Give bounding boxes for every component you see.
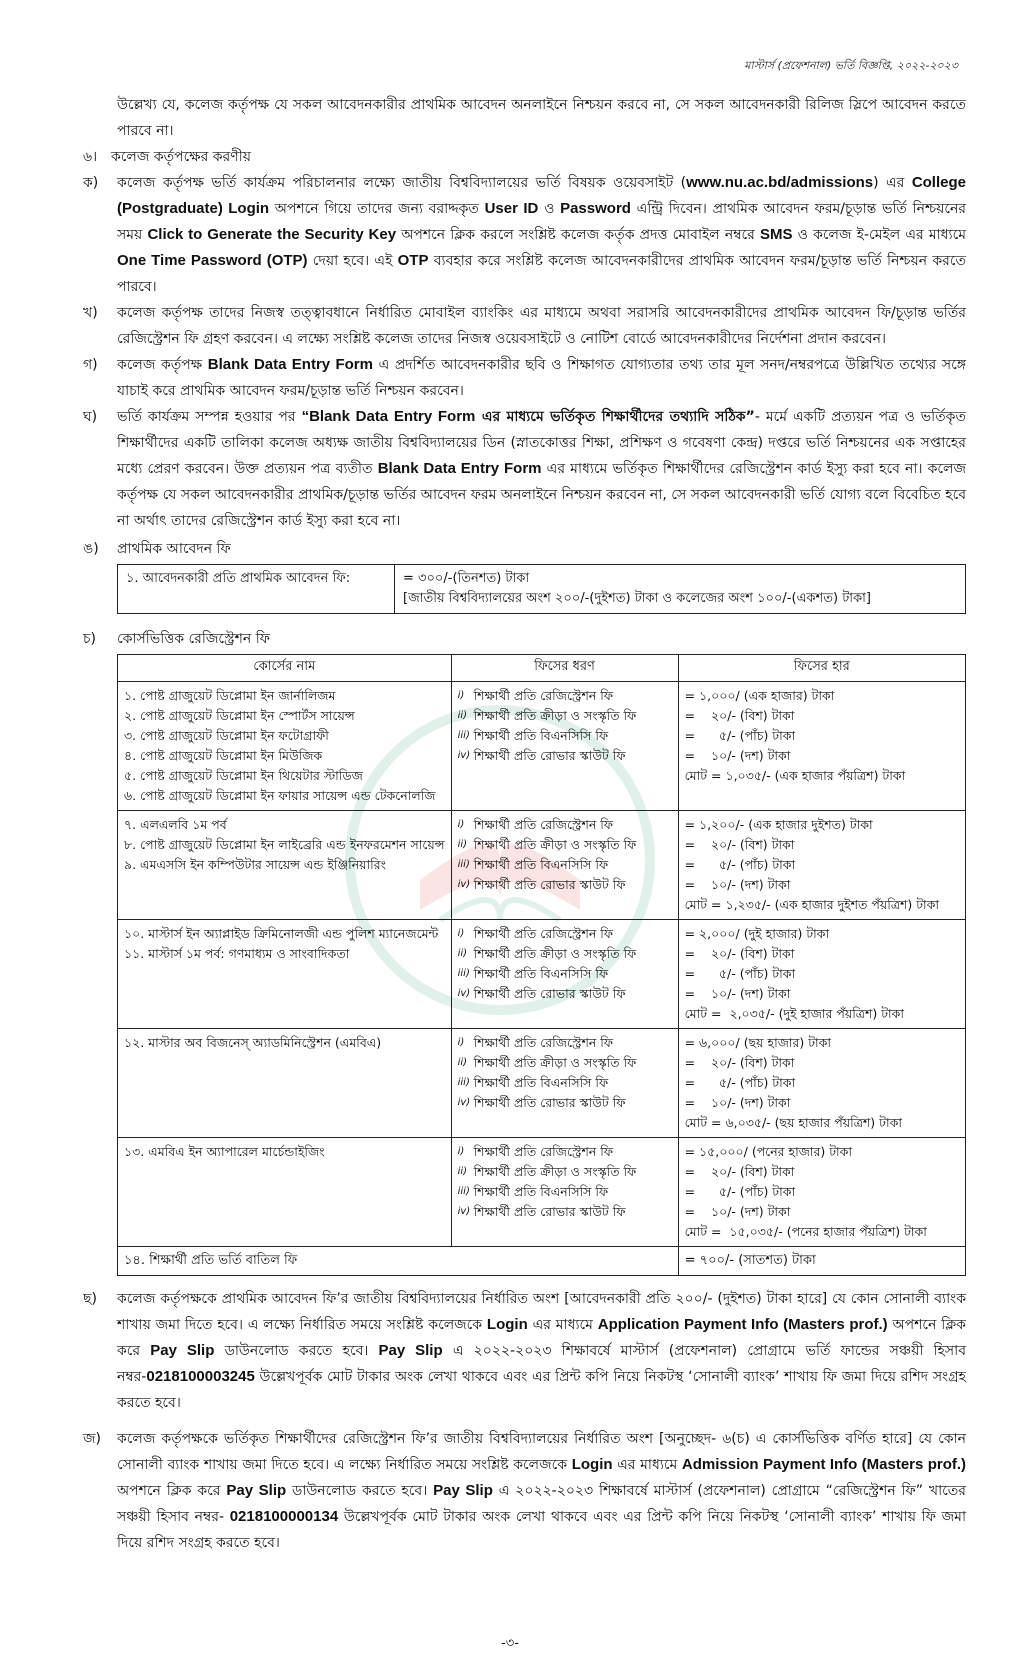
registration-fee-body bbox=[118, 682, 966, 1276]
item-ja-text: কলেজ কর্তৃপক্ষকে ভর্তিকৃত শিক্ষার্থীদের রেজিস্ট্রেশন ফি’র জাতীয় বিশ্ববিদ্যালয়ের নির্ধারিত অংশ [অনুচ্ছেদ- ৬(চ) এ কোর্সভিত্তিক বর্ণিত হারে] যে কোন সোনালী ব্যাংক শাখায় জমা দিতে হবে। এ লক্ষ্যে নির্ধারিত সময়ে সংশ্লিষ্ট কলেজকে bbox=[117, 1431, 966, 1473]
blank-form-term: Blank Data Entry Form bbox=[377, 460, 542, 477]
fee-type-numeral: ii) bbox=[457, 839, 468, 850]
login-term: Login bbox=[486, 1316, 528, 1333]
item-cha2-text: কলেজ কর্তৃপক্ষকে প্রাথমিক আবেদন ফি’র জাতীয় বিশ্ববিদ্যালয়ের নির্ধারিত অংশ [আবেদনকারী প্রতি ২০০/- (দুইশত) টাকা হারে] যে কোন সোনালী ব্যাংক শাখায় জমা দিতে হবে। এ লক্ষ্যে নির্ধারিত সময়ে সংশ্লিষ্ট কলেজকে bbox=[117, 1291, 966, 1333]
item-gha-marker: ঘ) bbox=[83, 409, 98, 425]
section-umo-heading bbox=[83, 536, 966, 562]
fee-type-label: শিক্ষার্থী প্রতি রেজিস্ট্রেশন ফি bbox=[473, 926, 613, 941]
fee-total: মোট = ১৫,০৩৫/- (পনের হাজার পঁয়ত্রিশ) টাকা bbox=[684, 1224, 927, 1239]
item-kha bbox=[83, 300, 966, 352]
course-name: ১২. মাস্টার অব বিজনেস্ অ্যাডমিনিস্ট্রেশন (এমবিএ) bbox=[124, 1035, 382, 1050]
course-name: ২. পোষ্ট গ্রাজুয়েট ডিপ্লোমা ইন স্পোর্টস সায়েন্স bbox=[124, 708, 355, 723]
section-umo-marker: ঙ) bbox=[83, 541, 99, 557]
item-ka-text: অপশনে গিয়ে তাদের জন্য বরাদ্দকৃত bbox=[269, 201, 485, 217]
fee-type-label: শিক্ষার্থী প্রতি রেজিস্ট্রেশন ফি bbox=[473, 688, 613, 703]
application-fee-table bbox=[117, 564, 966, 614]
item-ka-text: কলেজ কর্তৃপক্ষ ভর্তি কার্যক্রম পরিচালনার লক্ষ্যে জাতীয় বিশ্ববিদ্যালয়ের ভর্তি বিষয়ক ওয়েবসাইট ( bbox=[117, 175, 687, 191]
course-name: ১০. মাস্টার্স ইন অ্যাপ্লাইড ক্রিমিনোলজী এন্ড পুলিশ ম্যানেজমেন্ট bbox=[124, 926, 439, 941]
fee-type bbox=[458, 1093, 672, 1113]
security-key-term: Click to Generate the Security Key bbox=[147, 226, 397, 243]
section-6-marker: ৬। bbox=[83, 149, 98, 165]
fee-type-label: শিক্ষার্থী প্রতি বিএনসিসি ফি bbox=[473, 857, 609, 872]
fee-total: মোট = ২,০৩৫/- (দুই হাজার পঁয়ত্রিশ) টাকা bbox=[684, 1006, 905, 1021]
fee-types-cell bbox=[451, 1138, 678, 1247]
fee-type bbox=[458, 1033, 672, 1053]
fee-rate: = ২,০০০/ (দুই হাজার) টাকা bbox=[684, 926, 830, 941]
otp-full-term: One Time Password (OTP) bbox=[117, 252, 308, 269]
item-cha2-marker: ছ) bbox=[83, 1291, 97, 1307]
fee-rate: = ৬,০০০/ (ছয় হাজার) টাকা bbox=[684, 1035, 832, 1050]
fee-type-label: শিক্ষার্থী প্রতি রেজিস্ট্রেশন ফি bbox=[473, 1035, 613, 1050]
fee-type-label: শিক্ষার্থী প্রতি বিএনসিসি ফি bbox=[473, 966, 609, 981]
pay-slip-term: Pay Slip bbox=[226, 1482, 287, 1499]
section-umo-title: প্রাথমিক আবেদন ফি bbox=[117, 541, 231, 557]
fee-type-numeral: i) bbox=[457, 690, 465, 701]
fee-type-numeral: iii) bbox=[457, 859, 470, 870]
fee-type-label: শিক্ষার্থী প্রতি বিএনসিসি ফি bbox=[473, 1075, 609, 1090]
fee-type bbox=[458, 855, 672, 875]
table-header-row bbox=[118, 655, 966, 682]
course-name: ৮. পোষ্ট গ্রাজুয়েট ডিপ্লোমা ইন লাইব্রেরি এন্ড ইনফরমেশন সায়েন্স bbox=[124, 837, 445, 852]
account-number: 0218100000134 bbox=[229, 1508, 339, 1525]
fee-type-label: শিক্ষার্থী প্রতি রেজিস্ট্রেশন ফি bbox=[473, 1144, 613, 1159]
fee-type-label: শিক্ষার্থী প্রতি ক্রীড়া ও সংস্কৃতি ফি bbox=[473, 1164, 637, 1179]
fee-type bbox=[458, 924, 672, 944]
item-cha2-text: এর মাধ্যমে bbox=[527, 1317, 598, 1333]
fee-type-label: শিক্ষার্থী প্রতি বিএনসিসি ফি bbox=[473, 728, 609, 743]
blank-form-term: Blank Data Entry Form bbox=[207, 356, 373, 373]
table-row bbox=[118, 682, 966, 811]
fee-rate: = ১০/- (দশ) টাকা bbox=[684, 877, 791, 892]
fee-type-numeral: iii) bbox=[457, 968, 470, 979]
application-fee-note: [জাতীয় বিশ্ববিদ্যালয়ের অংশ ২০০/-(দুইশত) টাকা ও কলেজের অংশ ১০০/-(একশত) টাকা] bbox=[403, 591, 871, 606]
fee-type bbox=[458, 984, 672, 1004]
account-number: 0218100003245 bbox=[146, 1368, 255, 1385]
fee-type bbox=[458, 706, 672, 726]
item-ja-text: এ ২০২২-২০২৩ শিক্ষাবর্ষে মাস্টার্স (প্রফেশনাল) প্রোগ্রামে “রেজিস্ট্রেশন ফি” খাতের সঞ্চয়ী হিসাব নম্বর- bbox=[117, 1483, 966, 1525]
fee-type bbox=[458, 686, 672, 706]
fee-rate: = ১০/- (দশ) টাকা bbox=[684, 1204, 791, 1219]
college-login-term: College (Postgraduate) Login bbox=[117, 174, 966, 217]
fee-type-numeral: i) bbox=[457, 1037, 465, 1048]
fee-type-label: শিক্ষার্থী প্রতি ক্রীড়া ও সংস্কৃতি ফি bbox=[473, 837, 637, 852]
course-name: ৬. পোষ্ট গ্রাজুয়েট ডিপ্লোমা ইন ফায়ার সায়েন্স এন্ড টেকনোলজি bbox=[124, 788, 436, 803]
fee-type-numeral: iv) bbox=[457, 988, 471, 999]
fee-rate: = ১,২০০/- (এক হাজার দুইশত) টাকা bbox=[684, 817, 873, 832]
item-gha-quote: এর মাধ্যমে ভর্তিকৃত শিক্ষার্থীদের তথ্যাদি সঠিক” bbox=[475, 409, 755, 425]
fee-type bbox=[458, 1202, 672, 1222]
item-ka-text: ব্যবহার করে সংশ্লিষ্ট কলেজ আবেদনকারীদের প্রাথমিক আবেদন ফরম/চূড়ান্ত ভর্তি নিশ্চয়ন করতে পারবে। bbox=[117, 253, 966, 295]
column-header: ফিসের ধরণ bbox=[451, 655, 678, 682]
item-ka-text: অপশনে ক্লিক করলে সংশ্লিষ্ট কলেজ কর্তৃক প্রদত্ত মোবাইল নম্বরে bbox=[396, 227, 760, 243]
fee-type-numeral: ii) bbox=[457, 1057, 468, 1068]
table-row bbox=[118, 1138, 966, 1247]
fee-type-label: শিক্ষার্থী প্রতি ক্রীড়া ও সংস্কৃতি ফি bbox=[473, 708, 637, 723]
fee-total: মোট = ৬,০৩৫/- (ছয় হাজার পঁয়ত্রিশ) টাকা bbox=[684, 1115, 902, 1130]
course-name: ১. পোষ্ট গ্রাজুয়েট ডিপ্লোমা ইন জার্নালিজম bbox=[124, 688, 336, 703]
fee-type bbox=[458, 1053, 672, 1073]
item-ga bbox=[83, 352, 966, 404]
fee-type bbox=[458, 1142, 672, 1162]
item-ka-text: ) এর bbox=[873, 175, 912, 191]
pay-slip-term: Pay Slip bbox=[378, 1342, 443, 1359]
item-ka-text: এন্ট্রি দিবেন। প্রাথমিক আবেদন ফরম/চূড়ান্ত ভর্তি নিশ্চয়নের সময় bbox=[117, 201, 966, 243]
fee-type-numeral: iii) bbox=[457, 730, 470, 741]
fee-type bbox=[458, 1162, 672, 1182]
fee-rate: = ২০/- (বিশ) টাকা bbox=[684, 1164, 795, 1179]
fee-rate: = ১,০০০/ (এক হাজার) টাকা bbox=[684, 688, 835, 703]
password-term: Password bbox=[560, 200, 631, 217]
item-gha-text: এর মাধ্যমে ভর্তিকৃত শিক্ষার্থীদের রেজিস্ট্রেশন কার্ড ইস্যু করা হবে না। কলেজ কর্তৃপক্ষ যে সকল আবেদনকারীর প্রাথমিক/চূড়ান্ত ভর্তির আবেদন ফরম অনলাইনে নিশ্চয়ন করবেন না, সে সকল আবেদনকারী ভর্তি যোগ্য বলে বিবেচিত হবে না অর্থাৎ তাদের রেজিস্ট্রেশন কার্ড ইস্যু করা হবে না। bbox=[117, 461, 966, 529]
section-6-title: কলেজ কর্তৃপক্ষের করণীয় bbox=[111, 149, 251, 165]
fee-type-numeral: i) bbox=[457, 928, 465, 939]
fee-types-cell bbox=[451, 811, 678, 920]
fee-type-numeral: i) bbox=[457, 1146, 465, 1157]
item-ja-marker: জ) bbox=[83, 1431, 101, 1447]
course-names-cell bbox=[118, 1029, 452, 1138]
course-name: ৫. পোষ্ট গ্রাজুয়েট ডিপ্লোমা ইন থিয়েটার স্টাডিজ bbox=[124, 768, 363, 783]
fee-rate: = ২০/- (বিশ) টাকা bbox=[684, 946, 795, 961]
item-ga-text: কলেজ কর্তৃপক্ষ bbox=[117, 357, 208, 373]
item-gha-text: ভর্তি কার্যক্রম সম্পন্ন হওয়ার পর bbox=[117, 409, 302, 425]
fee-type bbox=[458, 815, 672, 835]
fee-rates-cell bbox=[678, 920, 965, 1029]
fee-type-numeral: iv) bbox=[457, 879, 471, 890]
fee-rate: = ২০/- (বিশ) টাকা bbox=[684, 1055, 795, 1070]
course-name: ৭. এলএলবি ১ম পর্ব bbox=[124, 817, 227, 832]
fee-type-numeral: iv) bbox=[457, 750, 471, 761]
item-ga-text: এ প্রদর্শিত আবেদনকারীর ছবি ও শিক্ষাগত যোগ্যতার তথ্য তার মূল সনদ/নম্বরপত্রে উল্লিখিত তথ্যের সঙ্গে যাচাই করে প্রাথমিক আবেদন ফরম/চূড়ান্ত ভর্তি নিশ্চয়ন করবেন। bbox=[117, 357, 966, 399]
fee-type-numeral: ii) bbox=[457, 1166, 468, 1177]
course-name: ১৩. এমবিএ ইন অ্যাপারেল মার্চেন্ডাইজিং bbox=[124, 1144, 325, 1159]
item-ka-text: ও bbox=[538, 201, 561, 217]
table-row bbox=[118, 565, 966, 614]
fee-rate: = ৫/- (পাঁচ) টাকা bbox=[684, 1075, 796, 1090]
application-fee-value: = ৩০০/-(তিনশত) টাকা bbox=[403, 571, 530, 586]
item-cha2 bbox=[83, 1286, 966, 1416]
table-row bbox=[118, 1029, 966, 1138]
document-content bbox=[83, 92, 966, 1556]
pay-slip-term: Pay Slip bbox=[150, 1342, 215, 1359]
table-row bbox=[118, 920, 966, 1029]
course-name: ১১. মাস্টার্স ১ম পর্ব: গণমাধ্যম ও সাংবাদিকতা bbox=[124, 946, 350, 961]
fee-total: মোট = ১,২৩৫/- (এক হাজার দুইশত পঁয়ত্রিশ) টাকা bbox=[684, 897, 940, 912]
fee-type-numeral: ii) bbox=[457, 710, 468, 721]
course-names-cell bbox=[118, 811, 452, 920]
fee-type-label: শিক্ষার্থী প্রতি ক্রীড়া ও সংস্কৃতি ফি bbox=[473, 1055, 637, 1070]
fee-rates-cell bbox=[678, 682, 965, 811]
fee-rate: = ২০/- (বিশ) টাকা bbox=[684, 837, 795, 852]
cancel-fee-label: ১৪. শিক্ষার্থী প্রতি ভর্তি বাতিল ফি bbox=[118, 1247, 679, 1276]
item-ka-marker: ক) bbox=[83, 175, 99, 191]
fee-rate: = ১০/- (দশ) টাকা bbox=[684, 748, 791, 763]
fee-type-numeral: iv) bbox=[457, 1097, 471, 1108]
fee-type-label: শিক্ষার্থী প্রতি ক্রীড়া ও সংস্কৃতি ফি bbox=[473, 946, 637, 961]
item-kha-marker: খ) bbox=[83, 305, 98, 321]
fee-type bbox=[458, 835, 672, 855]
item-ka-text: ও কলেজ ই-মেইল এর মাধ্যমে bbox=[792, 227, 966, 243]
course-name: ৯. এমএসসি ইন কম্পিউটার সায়েন্স এন্ড ইঞ্জিনিয়ারিং bbox=[124, 857, 386, 872]
item-cha2-text: ডাউনলোড করতে হবে। bbox=[214, 1343, 379, 1359]
fee-rate: = ৫/- (পাঁচ) টাকা bbox=[684, 1184, 796, 1199]
section-cha-title: কোর্সভিত্তিক রেজিস্ট্রেশন ফি bbox=[117, 631, 270, 647]
item-ka bbox=[83, 170, 966, 300]
fee-type bbox=[458, 1073, 672, 1093]
item-cha2-text: অপশনে ক্লিক করে bbox=[117, 1317, 966, 1359]
item-cha2-text: উল্লেখপূর্বক মোট টাকার অংক লেখা থাকবে এবং এর প্রিন্ট কপি নিয়ে নিকটস্থ ‘সোনালী ব্যাংক’ শাখায় ফি জমা দিয়ে রশিদ সংগ্রহ করতে হবে। bbox=[117, 1369, 966, 1411]
otp-term: OTP bbox=[397, 252, 429, 269]
fee-type-label: শিক্ষার্থী প্রতি রোভার স্কাউট ফি bbox=[473, 986, 626, 1001]
sms-term: SMS bbox=[760, 226, 793, 243]
item-ja-text: উল্লেখপূর্বক মোট টাকার অংক লেখা থাকবে এবং এর প্রিন্ট কপি নিয়ে নিকটস্থ ‘সোনালী ব্যাংক’ শাখায় ফি জমা দিয়ে রশিদ সংগ্রহ করতে হবে। bbox=[117, 1509, 967, 1551]
fee-type-label: শিক্ষার্থী প্রতি রোভার স্কাউট ফি bbox=[473, 1095, 626, 1110]
fee-type-label: শিক্ষার্থী প্রতি রেজিস্ট্রেশন ফি bbox=[473, 817, 613, 832]
fee-type-label: শিক্ষার্থী প্রতি বিএনসিসি ফি bbox=[473, 1184, 609, 1199]
fee-type-numeral: iii) bbox=[457, 1077, 470, 1088]
registration-fee-table bbox=[117, 654, 966, 1276]
intro-paragraph: উল্লেখ্য যে, কলেজ কর্তৃপক্ষ যে সকল আবেদনকারীর প্রাথমিক আবেদন অনলাইনে নিশ্চয়ন করবে না, সে সকল আবেদনকারী রিলিজ স্লিপে আবেদন করতে পারবে না। bbox=[117, 97, 966, 139]
course-names-cell bbox=[118, 682, 452, 811]
section-cha-marker: চ) bbox=[83, 631, 97, 647]
fee-type bbox=[458, 746, 672, 766]
header-title: মাস্টার্স (প্রফেশনাল) ভর্তি বিজ্ঞপ্তি, ২০২২-২০২৩ bbox=[744, 59, 958, 72]
fee-types-cell bbox=[451, 1029, 678, 1138]
fee-total: মোট = ১,০৩৫/- (এক হাজার পঁয়ত্রিশ) টাকা bbox=[684, 768, 906, 783]
admission-payment-term: Admission Payment Info (Masters prof.) bbox=[681, 1456, 967, 1473]
application-fee-label: ১. আবেদনকারী প্রতি প্রাথমিক আবেদন ফি: bbox=[118, 565, 395, 614]
fee-rates-cell bbox=[678, 1029, 965, 1138]
fee-type bbox=[458, 875, 672, 895]
fee-type-numeral: i) bbox=[457, 819, 465, 830]
login-term: Login bbox=[571, 1456, 613, 1473]
table-row bbox=[118, 1247, 966, 1276]
fee-rate: = ৫/- (পাঁচ) টাকা bbox=[684, 728, 796, 743]
fee-type-label: শিক্ষার্থী প্রতি রোভার স্কাউট ফি bbox=[473, 877, 626, 892]
item-cha2-text: এ ২০২২-২০২৩ শিক্ষাবর্ষে মাস্টার্স (প্রফেশনাল) প্রোগ্রামে ভর্তি ফান্ডের সঞ্চয়ী হিসাব নম্বর- bbox=[117, 1343, 967, 1385]
application-fee-value-cell bbox=[395, 565, 966, 614]
column-header: কোর্সের নাম bbox=[118, 655, 452, 682]
fee-rate: = ২০/- (বিশ) টাকা bbox=[684, 708, 795, 723]
item-ka-text: দেয়া হবে। এই bbox=[307, 253, 398, 269]
course-names-cell bbox=[118, 1138, 452, 1247]
section-6-heading bbox=[83, 144, 966, 170]
fee-rate: = ৫/- (পাঁচ) টাকা bbox=[684, 857, 796, 872]
table-row bbox=[118, 811, 966, 920]
user-id-term: User ID bbox=[484, 200, 539, 217]
fee-rate: = ৫/- (পাঁচ) টাকা bbox=[684, 966, 796, 981]
item-ga-marker: গ) bbox=[83, 357, 98, 373]
course-name: ৪. পোষ্ট গ্রাজুয়েট ডিপ্লোমা ইন মিউজিক bbox=[124, 748, 323, 763]
admissions-url: www.nu.ac.bd/admissions bbox=[686, 174, 874, 191]
fee-type-numeral: iv) bbox=[457, 1206, 471, 1217]
fee-type-label: শিক্ষার্থী প্রতি রোভার স্কাউট ফি bbox=[473, 748, 626, 763]
fee-type-label: শিক্ষার্থী প্রতি রোভার স্কাউট ফি bbox=[473, 1204, 626, 1219]
item-ja-text: ডাউনলোড করতে হবে। bbox=[286, 1483, 434, 1499]
page-number: -৩- bbox=[501, 1636, 519, 1651]
item-ja-text: এর মাধ্যমে bbox=[612, 1457, 682, 1473]
fee-types-cell bbox=[451, 682, 678, 811]
section-cha-heading bbox=[83, 626, 966, 652]
fee-types-cell bbox=[451, 920, 678, 1029]
item-ja-text: অপশনে ক্লিক করে bbox=[117, 1483, 227, 1499]
fee-type bbox=[458, 944, 672, 964]
fee-type-numeral: iii) bbox=[457, 1186, 470, 1197]
application-payment-term: Application Payment Info (Masters prof.) bbox=[597, 1316, 888, 1333]
blank-form-term: “Blank Data Entry Form bbox=[301, 408, 476, 425]
cancel-fee-value: = ৭০০/- (সাতশত) টাকা bbox=[678, 1247, 965, 1276]
fee-type bbox=[458, 964, 672, 984]
item-ja bbox=[83, 1426, 966, 1556]
item-kha-text: কলেজ কর্তৃপক্ষ তাদের নিজস্ব তত্ত্বাবধানে নির্ধারিত মোবাইল ব্যাংকিং এর মাধ্যমে অথবা সরাসরি আবেদনকারীদের প্রাথমিক আবেদন ফি/চূড়ান্ত ভর্তির রেজিস্ট্রেশন ফি গ্রহণ করবেন। এ লক্ষ্যে সংশ্লিষ্ট কলেজ তাদের নিজস্ব ওয়েবসাইটে ও নোটিশ বোর্ডে আবেদনকারীদের নির্দেশনা প্রদান করবেন। bbox=[117, 305, 966, 347]
fee-rate: = ১০/- (দশ) টাকা bbox=[684, 986, 791, 1001]
fee-type bbox=[458, 726, 672, 746]
fee-rates-cell bbox=[678, 811, 965, 920]
course-name: ৩. পোষ্ট গ্রাজুয়েট ডিপ্লোমা ইন ফটোগ্রাফী bbox=[124, 728, 329, 743]
item-gha-text: - মর্মে একটি প্রত্যয়ন পত্র ও ভর্তিকৃত শিক্ষার্থীদের একটি তালিকা কলেজ অধ্যক্ষ জাতীয় বিশ্ববিদ্যালয়ের ডিন (স্নাতকোত্তর শিক্ষা, প্রশিক্ষণ ও গবেষণা কেন্দ্র) দপ্তরে ভর্তি নিশ্চয়নের এক সপ্তাহের মধ্যে প্রেরণ করবেন। উক্ত প্রত্যয়ন পত্র ব্যতীত bbox=[117, 409, 966, 477]
item-gha bbox=[83, 404, 966, 534]
fee-type bbox=[458, 1182, 672, 1202]
fee-rate: = ১০/- (দশ) টাকা bbox=[684, 1095, 791, 1110]
course-names-cell bbox=[118, 920, 452, 1029]
fee-type-numeral: ii) bbox=[457, 948, 468, 959]
pay-slip-term: Pay Slip bbox=[433, 1482, 493, 1499]
column-header: ফিসের হার bbox=[678, 655, 965, 682]
fee-rate: = ১৫,০০০/ (পনের হাজার) টাকা bbox=[684, 1144, 853, 1159]
fee-rates-cell bbox=[678, 1138, 965, 1247]
